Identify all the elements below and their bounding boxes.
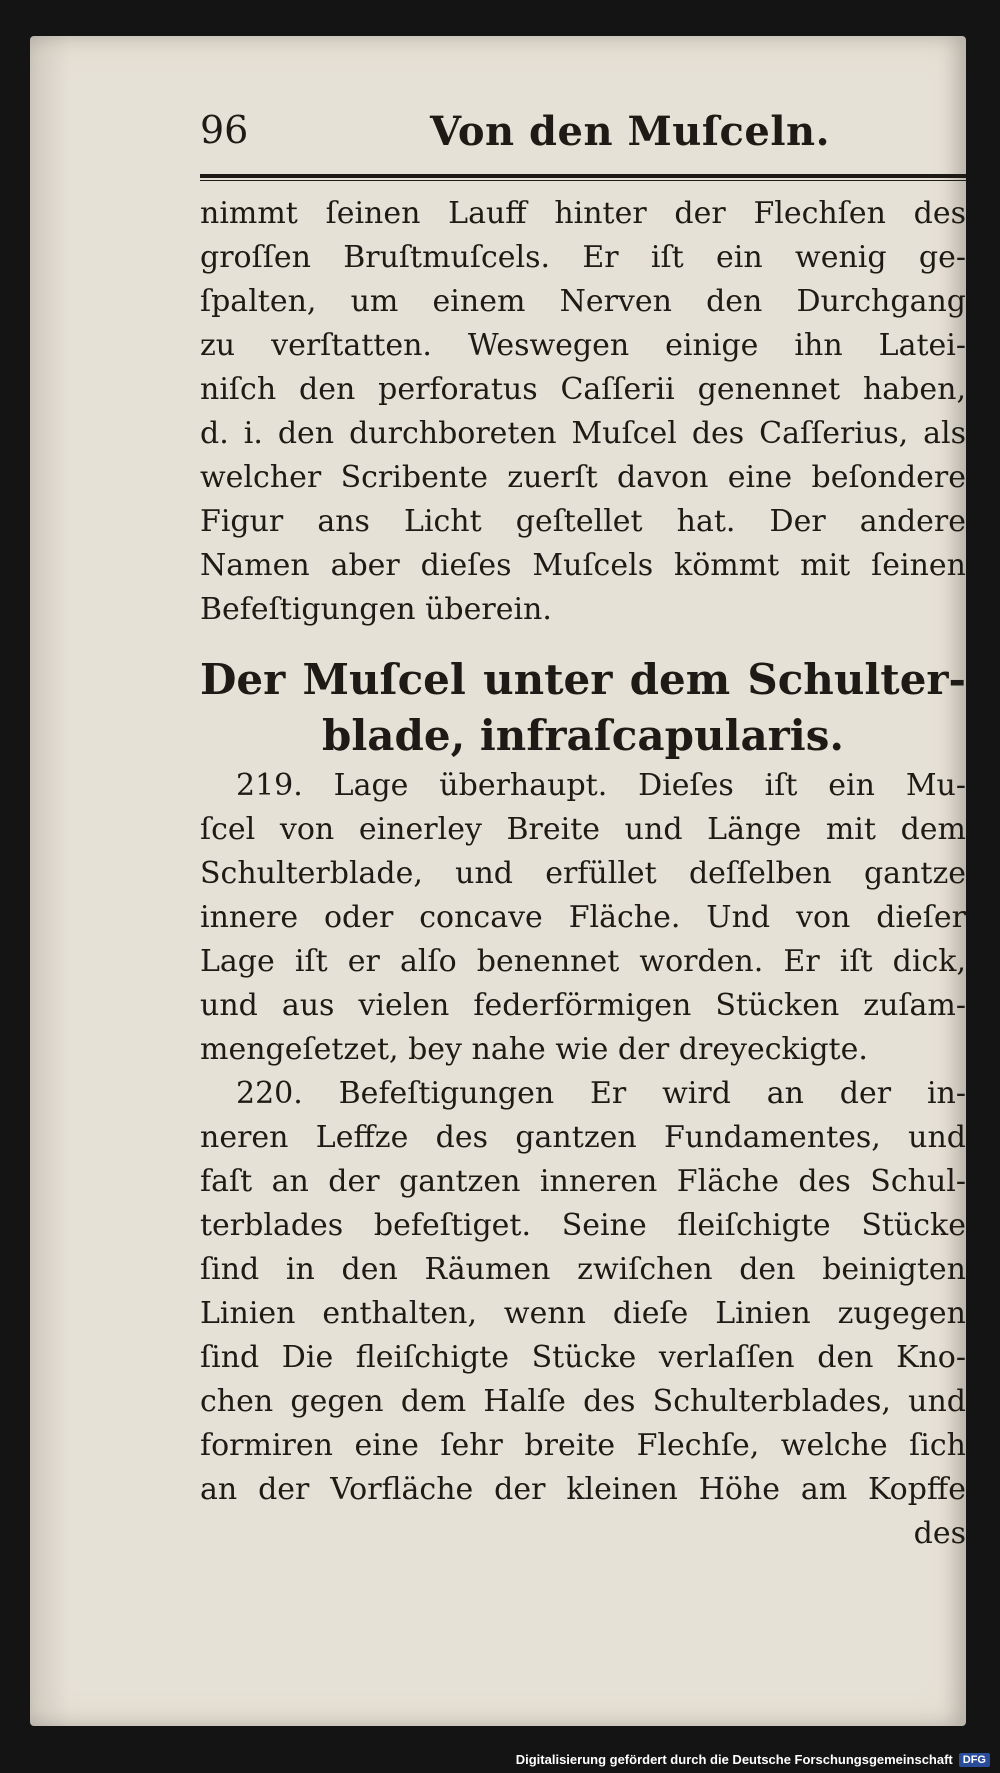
text-line: d. i. den durchboreten Muſcel des Caſſerius, als	[200, 416, 966, 451]
text-line: Befeſtigungen überein.	[200, 592, 552, 627]
text-line: nimmt ſeinen Lauff hinter der Flechſen des	[200, 196, 966, 231]
text-line: formiren eine ſehr breite Flechſe, welche ſich	[200, 1428, 966, 1463]
page-header	[200, 108, 966, 168]
page-body	[200, 192, 966, 1556]
digitization-footer	[516, 1752, 990, 1767]
running-head: Von den Muſceln.	[430, 108, 831, 155]
text-line: welcher Scribente zuerſt davon eine beſondere	[200, 460, 966, 495]
text-line: niſch den perforatus Caſſerii genennet haben,	[200, 372, 966, 407]
text-line: faſt an der gantzen inneren Fläche des Schul-	[200, 1164, 966, 1199]
text-line: neren Leffze des gantzen Fundamentes, und	[200, 1120, 966, 1155]
text-line: 220. Befeſtigungen Er wird an der in-	[236, 1076, 966, 1111]
text-line: Linien enthalten, wenn dieſe Linien zugegen	[200, 1296, 966, 1331]
paragraph-continued	[200, 192, 966, 632]
catchword: des	[913, 1516, 966, 1551]
text-line: ſcel von einerley Breite und Länge mit dem	[200, 812, 966, 847]
text-line: terblades befeſtiget. Seine fleiſchigte Stücke	[200, 1208, 966, 1243]
text-line: 219. Lage überhaupt. Dieſes iſt ein Mu-	[236, 768, 966, 803]
page-number: 96	[200, 108, 249, 152]
paragraph-219	[200, 764, 966, 1072]
text-line: zu verſtatten. Weswegen einige ihn Latei-	[200, 328, 966, 363]
text-line: und aus vielen federförmigen Stücken zuſam-	[200, 988, 966, 1023]
header-rule	[200, 174, 966, 181]
text-line: Lage iſt er alſo benennet worden. Er iſt dick,	[200, 944, 966, 979]
section-heading	[200, 652, 966, 764]
text-line: Figur ans Licht geſtellet hat. Der andere	[200, 504, 966, 539]
text-line: ſind Die fleiſchigte Stücke verlaſſen den Kno-	[200, 1340, 966, 1375]
footer-text: Digitalisierung gefördert durch die Deutsche Forschungsgemeinschaft	[515, 1752, 953, 1767]
text-line: innere oder concave Fläche. Und von dieſer	[200, 900, 966, 935]
section-heading-line: Der Muſcel unter dem Schulter-	[200, 655, 966, 704]
section-heading-line: blade, infraſcapularis.	[321, 711, 845, 760]
text-line: ſpalten, um einem Nerven den Durchgang	[200, 284, 966, 319]
dfg-logo-icon: DFG	[959, 1753, 990, 1767]
book-page	[30, 36, 966, 1726]
text-line: an der Vorfläche der kleinen Höhe am Kopffe	[200, 1472, 966, 1507]
text-line: chen gegen dem Halſe des Schulterblades, und	[200, 1384, 966, 1419]
text-line: mengeſetzet, bey nahe wie der dreyeckigte.	[200, 1032, 868, 1067]
text-line: groſſen Bruſtmuſcels. Er iſt ein wenig ge-	[200, 240, 966, 275]
text-line: ſind in den Räumen zwiſchen den beinigten	[200, 1252, 966, 1287]
text-line: Schulterblade, und erfüllet deſſelben gantze	[200, 856, 966, 891]
paragraph-220	[200, 1072, 966, 1512]
text-line: Namen aber dieſes Muſcels kömmt mit ſeinen	[200, 548, 966, 583]
